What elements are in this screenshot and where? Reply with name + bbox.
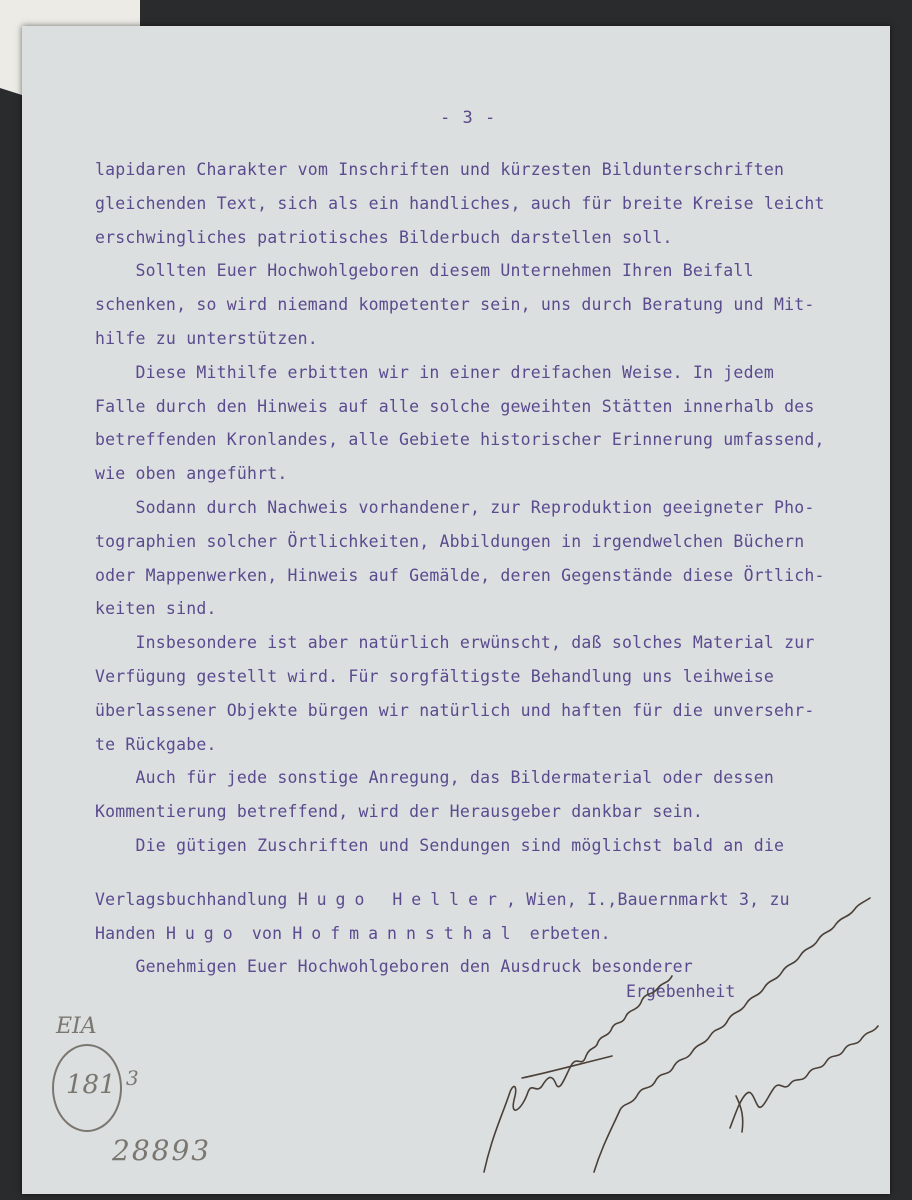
body-line: Die gütigen Zuschriften und Sendungen sind möglichst bald an die — [95, 836, 785, 855]
body-line: erschwingliches patriotisches Bilderbuch darstellen soll. — [95, 227, 673, 247]
addressee-first-name: Hugo — [165, 924, 242, 943]
body-line: gleichenden Text, sich als ein handliches, auch für breite Kreise leicht — [95, 193, 825, 213]
archive-number: 28893 — [112, 1134, 212, 1167]
signature-2 — [594, 898, 870, 1172]
body-line: Verfügung gestellt wird. Für sorgfältigste Behandlung uns leihweise — [95, 667, 774, 686]
body-line: Kommentierung betreffend, wird der Herausgeber dankbar sein. — [95, 802, 704, 822]
body-line: Sollten Euer Hochwohlgeboren diesem Unternehmen Ihren Beifall — [95, 261, 754, 281]
body-line: Auch für jede sonstige Anregung, das Bildermaterial oder dessen — [95, 768, 774, 788]
body-line: Falle durch den Hinweis auf alle solche geweihten Stätten innerhalb des — [95, 396, 815, 416]
handen-post: erbeten. — [519, 924, 611, 943]
body-line: tographien solcher Örtlichkeiten, Abbildungen in irgendwelchen Büchern — [95, 531, 805, 551]
body-line: überlassener Objekte bürgen wir natürlich und haften für die unversehr- — [95, 700, 815, 720]
publisher-name: Hugo Heller — [297, 890, 506, 909]
body-line: wie oben angeführt. — [95, 464, 288, 484]
signatures — [462, 896, 882, 1176]
body-line: keiten sind. — [95, 599, 217, 619]
closing-ergebenheit: Ergebenheit — [626, 982, 736, 1001]
body-line: te Rückgabe. — [95, 734, 217, 754]
archive-suffix: 3 — [126, 1066, 139, 1090]
line-genehmigen: Genehmigen Euer Hochwohlgeboren den Ausdruck besonderer — [95, 957, 693, 976]
body-line: lapidaren Charakter vom Inschriften und kürzesten Bildunterschriften — [95, 160, 785, 179]
archive-circled-number: 181 — [66, 1070, 116, 1100]
handen-pre: Handen — [95, 924, 166, 943]
handen-mid: von — [241, 924, 293, 943]
body-line: Insbesondere ist aber natürlich erwünscht, daß solches Material zur — [95, 633, 815, 653]
body-line: betreffenden Kronlandes, alle Gebiete historischer Erinnerung umfassend, — [95, 430, 825, 450]
body-line: Sodann durch Nachweis vorhandener, zur Reproduktion geeigneter Pho- — [95, 498, 815, 517]
verlag-post: , Wien, I.,Bauernmarkt 3, zu — [505, 890, 790, 909]
addressee-last-name: Hofmannsthal — [292, 924, 520, 943]
verlag-pre: Verlagsbuchhandlung — [95, 890, 298, 909]
page-number: - 3 - — [440, 108, 497, 128]
archive-label: EIA — [56, 1014, 97, 1039]
letter-page — [22, 26, 890, 1194]
body-line: Diese Mithilfe erbitten wir in einer dreifachen Weise. In jedem — [95, 362, 774, 382]
signature-3 — [730, 1026, 878, 1128]
signature-1 — [484, 976, 672, 1172]
body-line: hilfe zu unterstützen. — [95, 329, 318, 348]
body-line: schenken, so wird niemand kompetenter sein, uns durch Beratung und Mit- — [95, 295, 815, 315]
body-line: oder Mappenwerken, Hinweis auf Gemälde, deren Gegenstände diese Örtlich- — [95, 565, 825, 585]
